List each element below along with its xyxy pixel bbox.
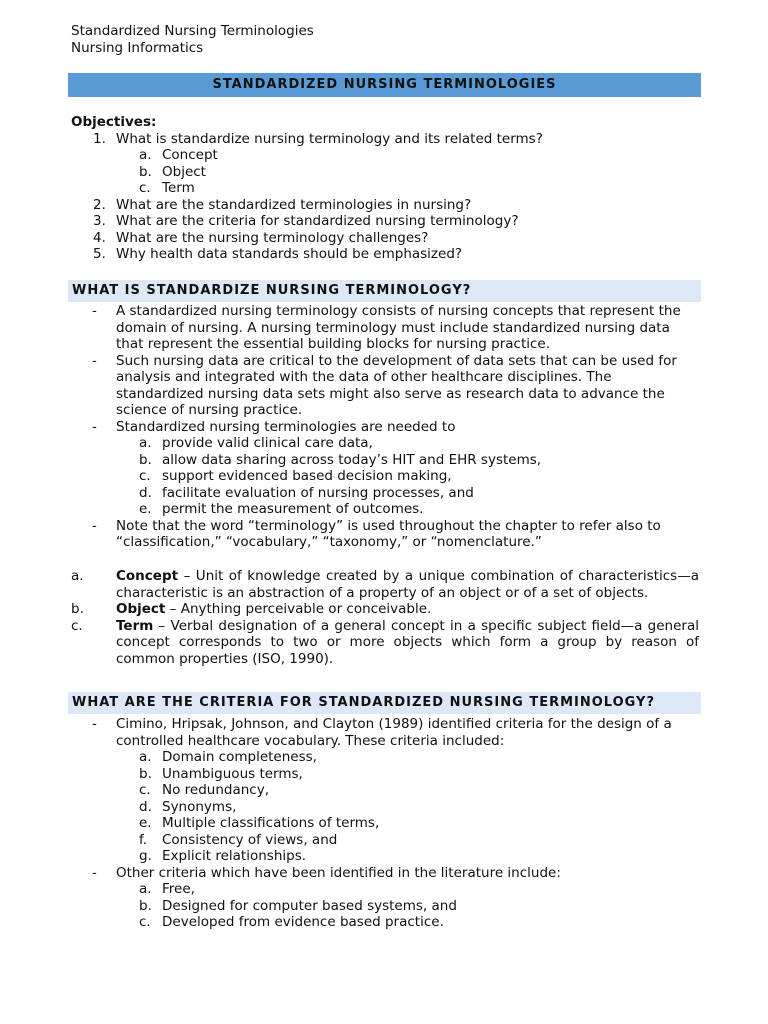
list-item: a. Free,: [139, 881, 195, 897]
list-item: c. Developed from evidence based practice.: [139, 914, 444, 930]
bullet-paragraph: - Cimino, Hripsak, Johnson, and Clayton (1989) identified criteria for the design of a controlled healthcare vocabulary. These criteria included:: [92, 716, 672, 749]
list-item: 2. What are the standardized terminologies in nursing?: [93, 196, 472, 213]
definition-item: b. Object – Anything perceivable or conceivable.: [71, 601, 432, 617]
header-title: Standardized Nursing Terminologies: [71, 23, 314, 39]
list-item: a. Domain completeness,: [139, 749, 317, 765]
list-item: b. Unambiguous terms,: [139, 765, 303, 782]
objectives-block: [71, 114, 699, 263]
bullet-paragraph: - Other criteria which have been identified in the literature include:: [92, 864, 561, 881]
list-item: b. Object: [139, 163, 206, 180]
section-heading-definition: WHAT IS STANDARDIZE NURSING TERMINOLOGY?: [68, 280, 701, 302]
section-heading-criteria: WHAT ARE THE CRITERIA FOR STANDARDIZED NURSING TERMINOLOGY?: [68, 692, 701, 714]
definitions-list: [71, 568, 699, 667]
list-item: 5. Why health data standards should be emphasized?: [93, 246, 463, 262]
list-item: b. Designed for computer based systems, and: [139, 897, 457, 914]
header-subtitle: Nursing Informatics: [71, 40, 204, 56]
list-item: f. Consistency of views, and: [139, 831, 338, 848]
bullet-paragraph: - Such nursing data are critical to the development of data sets that can be used for analysis and integrated with the data of other healthcare disciplines. The standardized nursing data sets might also serve as research data to advance the science of nursing practice.: [92, 352, 677, 418]
list-item: d. Synonyms,: [139, 798, 237, 815]
bullet-paragraph: - A standardized nursing terminology consists of nursing concepts that represent the domain of nursing. A nursing terminology must include standardized nursing data that represent the essential building blocks for nursing practice.: [92, 303, 681, 352]
list-item: d. facilitate evaluation of nursing processes, and: [139, 484, 474, 501]
list-item: c. support evidenced based decision making,: [139, 468, 452, 484]
list-item: b. allow data sharing across today’s HIT and EHR systems,: [139, 451, 542, 468]
list-item: a. provide valid clinical care data,: [139, 435, 373, 451]
bullet-paragraph: - Standardized nursing terminologies are needed to: [92, 418, 456, 435]
list-item: e. permit the measurement of outcomes.: [139, 501, 424, 517]
list-item: a. Concept: [139, 147, 218, 163]
definition-item: a. Concept – Unit of knowledge created by a unique combination of characteristics—a characteristic is an abstraction of a property of an object or of a set of objects.: [71, 568, 699, 601]
list-item: 3. What are the criteria for standardized nursing terminology?: [93, 213, 519, 229]
document-title-banner: STANDARDIZED NURSING TERMINOLOGIES: [68, 73, 701, 97]
objectives-heading: Objectives:: [71, 114, 157, 130]
section-criteria-body: [71, 716, 699, 931]
bullet-paragraph: - Note that the word “terminology” is used throughout the chapter to refer also to “classification,” “vocabulary,” “taxonomy,” or “nomenclature.”: [92, 517, 661, 550]
list-item: g. Explicit relationships.: [139, 848, 307, 864]
list-item: e. Multiple classifications of terms,: [139, 815, 380, 831]
section-definition-body: [71, 303, 699, 551]
definition-item: c. Term – Verbal designation of a general concept in a specific subject field—a general concept corresponds to two or more objects which form a group by reason of common properties (ISO, 1990).: [71, 617, 699, 667]
list-item: 1. What is standardize nursing terminology and its related terms?: [93, 130, 543, 147]
list-item: c. Term: [139, 180, 195, 196]
list-item: c. No redundancy,: [139, 782, 269, 798]
list-item: 4. What are the nursing terminology challenges?: [93, 229, 429, 246]
